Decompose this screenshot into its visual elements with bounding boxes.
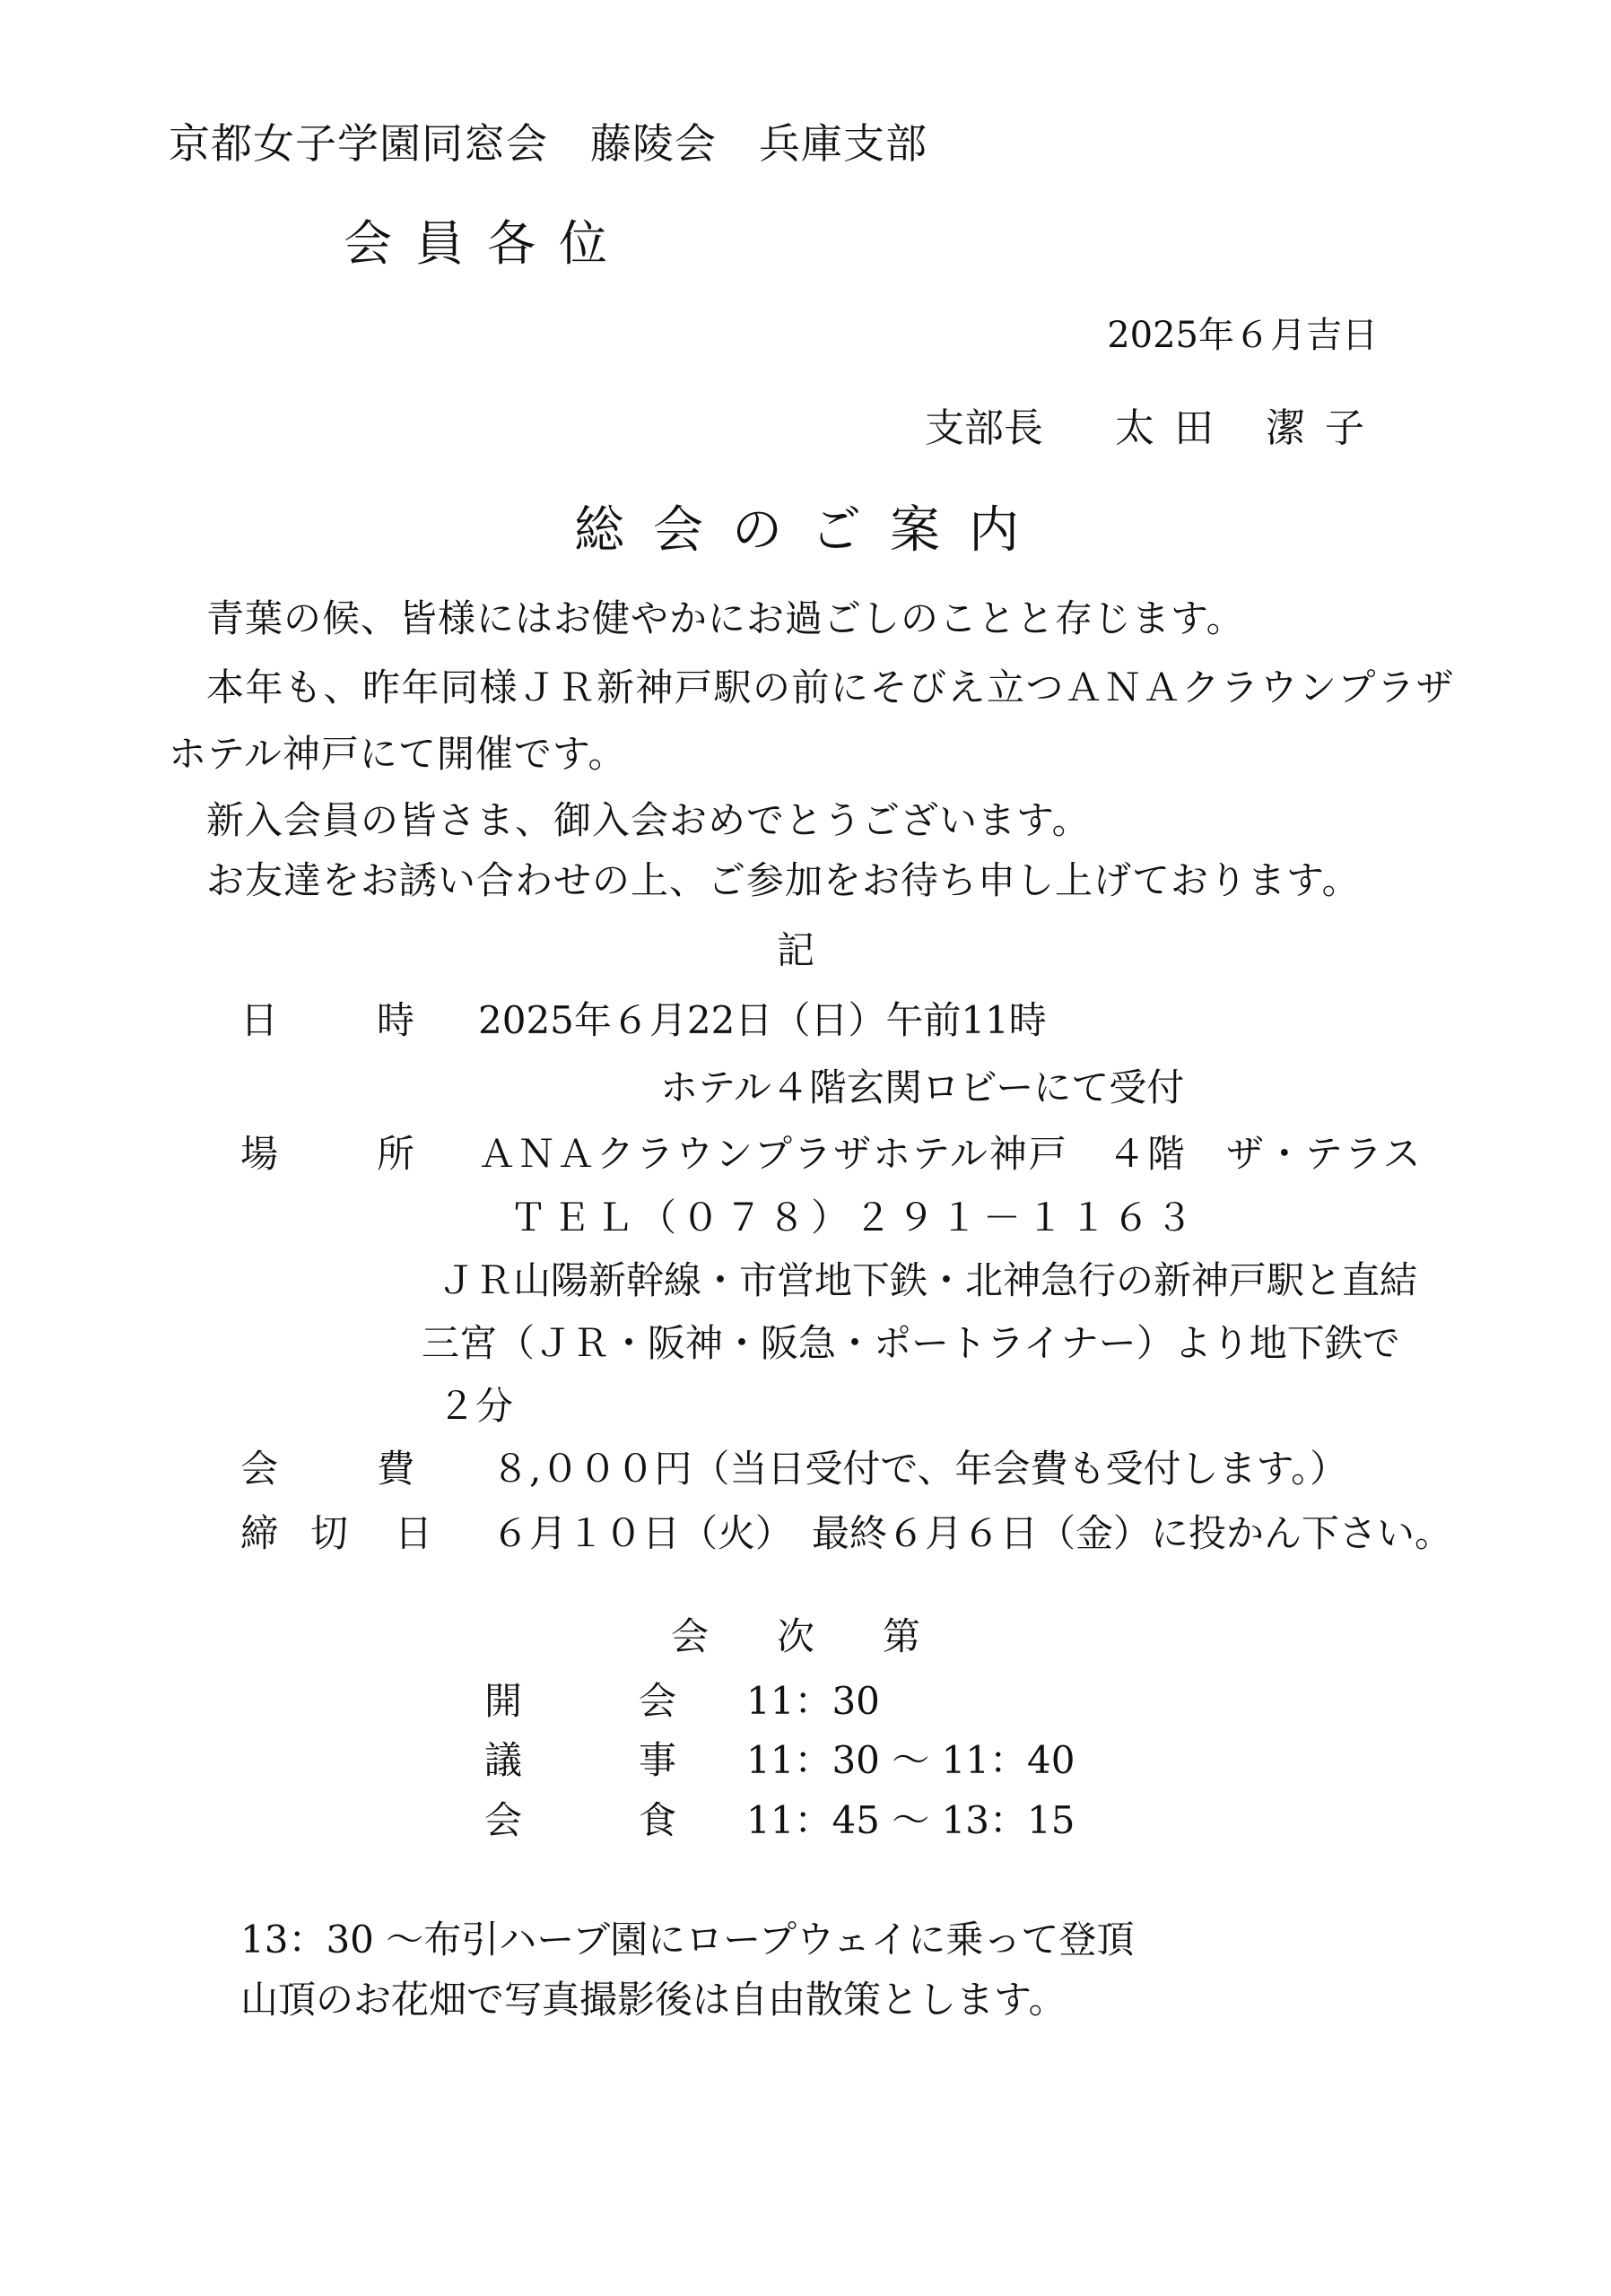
recipients: 会員各位	[344, 215, 631, 272]
author-title: 支部長	[925, 405, 1043, 451]
deadline-value: ６月１０日（火） 最終６月６日（金）に投かん下さい。	[492, 1511, 1453, 1555]
label-char: 所	[377, 1132, 415, 1176]
footer-line: 13：30 ～布引ハーブ園にロープウェイに乗って登頂	[240, 1918, 1135, 1961]
access-line: ２分	[438, 1384, 514, 1428]
schedule-item-char: 事	[639, 1738, 677, 1782]
schedule-time: 11：30 ～ 11：40	[746, 1738, 1075, 1782]
label-char: 場	[240, 1132, 279, 1176]
fee-value: ８,０００円（当日受付で、年会費も受付します。）	[492, 1447, 1348, 1491]
label-char: 日	[395, 1511, 433, 1555]
label-char: 日	[240, 998, 279, 1042]
footer-line: 山頂のお花畑で写真撮影後は自由散策とします。	[240, 1978, 1067, 2022]
author	[925, 405, 1384, 453]
heading-char: 会	[671, 1614, 710, 1658]
schedule-item-char: 会	[484, 1798, 523, 1842]
body-line: 青葉の候、皆様にはお健やかにお過ごしのことと存じます。	[206, 596, 1245, 640]
ki-heading: 記	[777, 928, 815, 972]
body-line: 新入会員の皆さま、御入会おめでとうございます。	[206, 798, 1091, 842]
author-name: 太田 潔子	[1115, 405, 1384, 451]
schedule-item-char: 開	[484, 1679, 523, 1723]
organization-name: 京都女子学園同窓会 藤陵会 兵庫支部	[169, 119, 927, 168]
body-line: 本年も、昨年同様ＪＲ新神戸駅の前にそびえ立つＡＮＡクラウンプラザ	[206, 665, 1456, 709]
access-line: ＪＲ山陽新幹線・市営地下鉄・北神急行の新神戸駅と直結	[438, 1258, 1418, 1302]
label-char: 時	[377, 998, 415, 1042]
place-value: ＡＮＡクラウンプラザホテル神戸 ４階 ザ・テラス	[478, 1132, 1423, 1176]
schedule-time: 11：30	[746, 1679, 880, 1723]
reception-note: ホテル４階玄関ロビーにて受付	[660, 1065, 1185, 1109]
document-title: 総会のご案内	[574, 501, 1048, 560]
label-char: 会	[240, 1447, 279, 1491]
schedule-time: 11：45 ～ 13：15	[746, 1798, 1075, 1842]
access-line: 三宮（ＪＲ・阪神・阪急・ポートライナー）より地下鉄で	[422, 1321, 1400, 1365]
issue-date: 2025年６月吉日	[1107, 315, 1378, 356]
heading-char: 次	[777, 1614, 815, 1658]
label-char: 切	[310, 1511, 349, 1555]
label-char: 費	[377, 1447, 415, 1491]
place-tel: ＴＥＬ（０７８）２９１－１１６３	[509, 1196, 1199, 1239]
label-char: 締	[240, 1511, 279, 1555]
heading-char: 第	[883, 1614, 921, 1658]
body-line: ホテル神戸にて開催です。	[169, 732, 627, 776]
datetime-value: 2025年６月22日（日）午前11時	[478, 998, 1047, 1042]
schedule-item-char: 会	[639, 1679, 677, 1723]
schedule-item-char: 議	[484, 1738, 523, 1782]
schedule-item-char: 食	[639, 1798, 677, 1842]
schedule-heading	[671, 1614, 988, 1659]
body-line: お友達をお誘い合わせの上、ご参加をお待ち申し上げております。	[206, 858, 1361, 902]
